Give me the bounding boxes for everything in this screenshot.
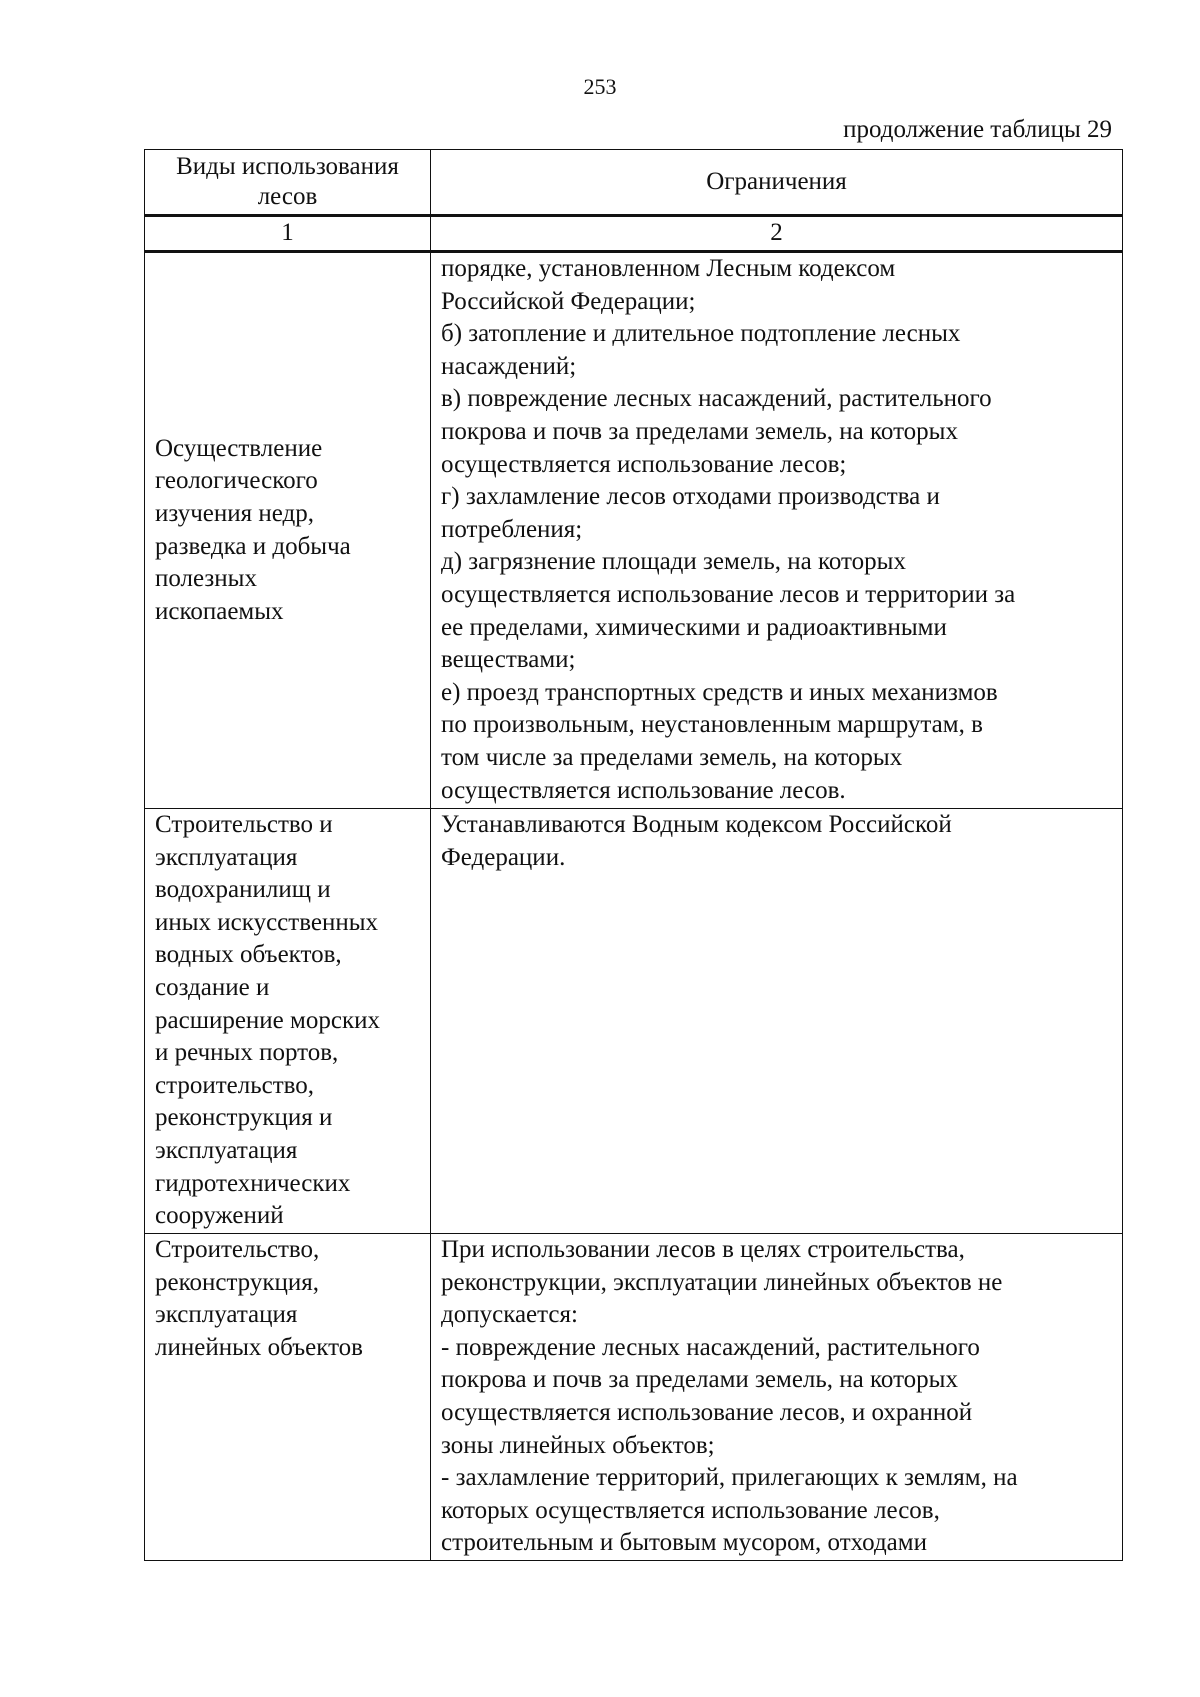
cell-line: которых осуществляется использование лесов, <box>441 1496 940 1524</box>
cell-line: эксплуатация <box>155 843 298 871</box>
cell-line: и речных портов, <box>155 1039 339 1067</box>
cell-line: эксплуатация <box>155 1301 298 1329</box>
cell-line: ее пределами, химическими и радиоактивными <box>441 613 947 641</box>
cell-line: насаждений; <box>441 352 577 380</box>
cell-line: изучения недр, <box>155 499 315 527</box>
cell-line: реконструкция и <box>155 1104 333 1132</box>
table-row <box>145 252 1123 809</box>
forest-use-type-cell <box>145 809 431 1234</box>
cell-line: водных объектов, <box>155 941 342 969</box>
cell-line: зоны линейных объектов; <box>441 1431 715 1459</box>
column-number-2: 2 <box>431 216 1123 252</box>
table-header-row <box>145 150 1123 216</box>
cell-line: водохранилищ и <box>155 876 331 904</box>
cell-line: - захламление территорий, прилегающих к землям, на <box>441 1464 1018 1492</box>
column-number-row <box>145 216 1123 252</box>
cell-line: Устанавливаются Водным кодексом Российской <box>441 811 952 838</box>
forest-use-type-cell <box>145 252 431 809</box>
cell-line: Российской Федерации; <box>441 287 696 315</box>
page-number: 253 <box>583 74 617 99</box>
cell-line: осуществляется использование лесов, и охранной <box>441 1398 973 1426</box>
cell-line: г) захламление лесов отходами производства и <box>441 483 940 511</box>
cell-line: покрова и почв за пределами земель, на которых <box>441 417 958 445</box>
cell-line: сооружений <box>155 1202 284 1230</box>
cell-line: б) затопление и длительное подтопление лесных <box>441 320 961 348</box>
cell-line: создание и <box>155 973 270 1001</box>
cell-line: покрова и почв за пределами земель, на которых <box>441 1366 958 1394</box>
cell-line: линейных объектов <box>155 1333 363 1361</box>
header-forest-use-types: Виды использования лесов <box>145 150 431 216</box>
restrictions-cell <box>431 252 1123 809</box>
table-row <box>145 1234 1123 1561</box>
cell-line: том числе за пределами земель, на которых <box>441 743 903 771</box>
cell-line: реконструкция, <box>155 1268 320 1296</box>
cell-line: При использовании лесов в целях строительства, <box>441 1236 965 1263</box>
cell-line: потребления; <box>441 515 583 543</box>
cell-line: д) загрязнение площади земель, на которых <box>441 548 906 576</box>
cell-line: осуществляется использование лесов и территории за <box>441 580 1016 608</box>
cell-line: по произвольным, неустановленным маршрутам, в <box>441 711 983 739</box>
cell-line: строительство, <box>155 1071 315 1099</box>
cell-line: иных искусственных <box>155 908 378 936</box>
cell-line: Строительство и <box>155 811 333 838</box>
cell-line: геологического <box>155 467 318 495</box>
table-continuation-label: продолжение таблицы 29 <box>843 116 1112 143</box>
column-number-1: 1 <box>145 216 431 252</box>
cell-line: Строительство, <box>155 1236 320 1263</box>
cell-line: в) повреждение лесных насаждений, растительного <box>441 385 992 413</box>
restrictions-cell <box>431 809 1123 1234</box>
cell-line: эксплуатация <box>155 1136 298 1164</box>
header-restrictions: Ограничения <box>431 150 1123 216</box>
cell-line: ископаемых <box>155 597 284 625</box>
cell-line: Федерации. <box>441 843 566 871</box>
cell-line: допускается: <box>441 1301 578 1329</box>
cell-line: гидротехнических <box>155 1169 351 1197</box>
table-row <box>145 809 1123 1234</box>
cell-line: осуществляется использование лесов; <box>441 450 847 478</box>
cell-line: расширение морских <box>155 1006 380 1034</box>
cell-line: е) проезд транспортных средств и иных механизмов <box>441 678 998 706</box>
restrictions-table <box>144 149 1123 1561</box>
cell-line: разведка и добыча <box>155 532 351 560</box>
forest-use-type-cell <box>145 1234 431 1561</box>
cell-line: реконструкции, эксплуатации линейных объектов не <box>441 1268 1003 1296</box>
cell-line: веществами; <box>441 646 576 674</box>
cell-line: строительным и бытовым мусором, отходами <box>441 1529 927 1557</box>
cell-line: осуществляется использование лесов. <box>441 776 846 804</box>
cell-line: Осуществление <box>155 434 323 462</box>
cell-line: полезных <box>155 565 257 593</box>
cell-line: порядке, установленном Лесным кодексом <box>441 255 896 282</box>
cell-line: - повреждение лесных насаждений, растительного <box>441 1333 980 1361</box>
restrictions-cell <box>431 1234 1123 1561</box>
